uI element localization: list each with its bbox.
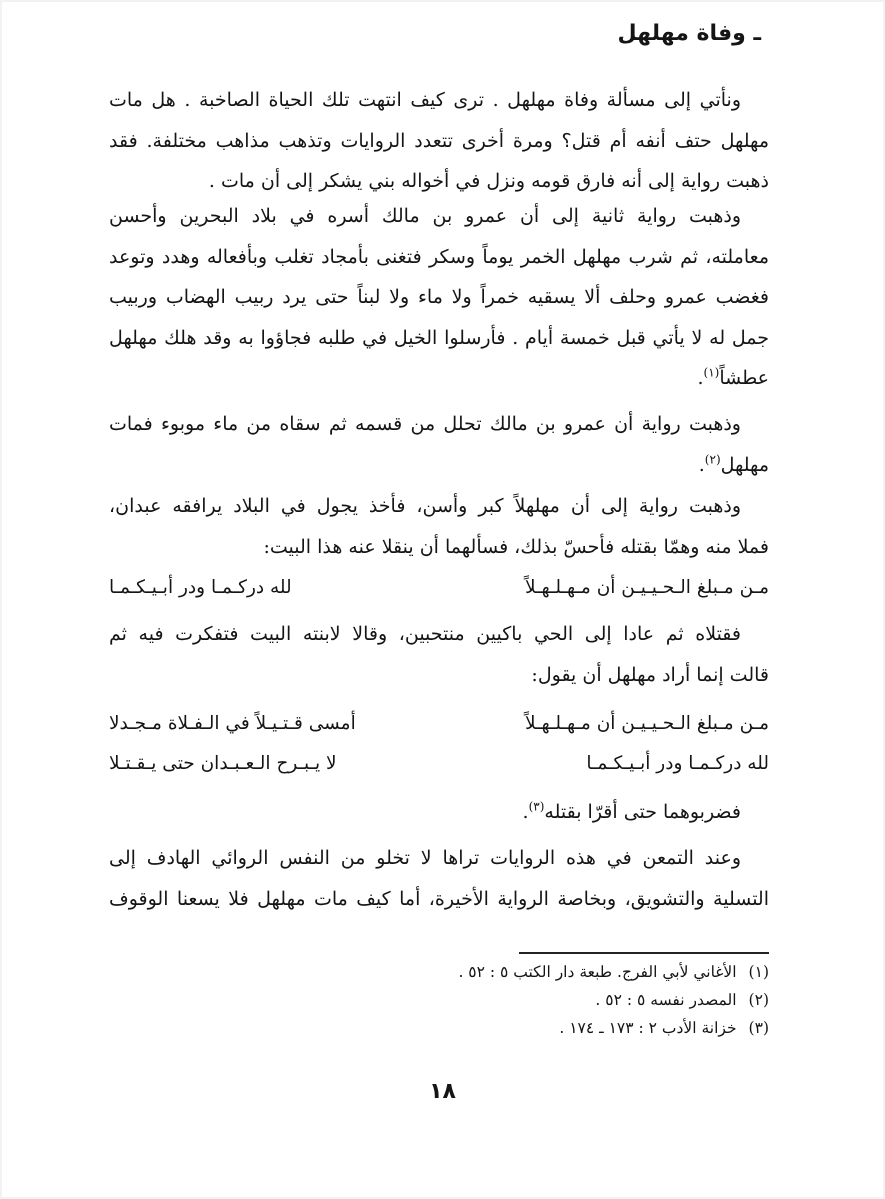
paragraph-1 [109,80,769,202]
paragraph-6 [109,792,769,833]
footnotes [109,958,769,1042]
paragraph-text: عطشاً [719,367,769,389]
verse-first-hemistich: مـن مـبلغ الـحـيـيـن أن مـهـلـهـلاً [525,577,769,598]
footnote-number: (٢) [748,991,769,1009]
poem-verse [109,704,769,744]
footnote-text: الأغاني لأبي الفرج. طبعة دار الكتب ٥ : ٥٢ . [458,963,737,981]
paragraph-line: ذهبت رواية إلى أنه فارق قومه ونزل في أخواله بني يشكر إلى أن مات . [208,170,769,192]
verse-second-hemistich: أمسى قـتـيـلاً في الـفـلاة مـجـدلا [109,713,356,734]
verse-second-hemistich: لا يـبـرح الـعـبـدان حتى يـقـتـلا [109,753,337,774]
paragraph-line: فقتلاه ثم عادا إلى الحي باكيين منتحبين، وقالا لابنته البيت فتفكرت فيه ثم [109,623,741,645]
paragraph-2 [109,196,769,399]
paragraph-line: وذهبت رواية أن عمرو بن مالك تحلل من قسمه ثم سقاه من ماء موبوء فمات [109,413,741,435]
poem-verse [109,744,769,784]
footnote-text: المصدر نفسه ٥ : ٥٢ . [595,991,737,1009]
paragraph-5 [109,614,769,695]
section-heading: ـ وفاة مهلهل [617,21,761,46]
page-number: ١٨ [429,1079,456,1104]
paragraph-line: التسلية والتشويق، وبخاصة الرواية الأخيرة، أما كيف مات مهلهل فلا يسعنا الوقوف [109,887,769,910]
footnote-ref: (١) [703,365,720,380]
footnote-number: (١) [748,963,769,981]
footnote [109,958,769,986]
paragraph-text: فضربوهما حتى أقرّا بقتله [544,801,741,823]
poem-verse [109,568,769,608]
footnote [109,986,769,1014]
paragraph-line: جمل له لا يأتي قبل خمسة أيام . فأرسلوا الخيل في طلبه فجاؤوا به وقد هلك مهلهل [109,326,769,349]
paragraph-line: قالت إنما أراد مهلهل أن يقول: [531,663,769,686]
footnote-text: خزانة الأدب ٢ : ١٧٣ ـ ١٧٤ . [559,1019,737,1037]
footnote-ref: (٢) [704,452,721,467]
paragraph-line: فغضب عمرو وحلف ألا يسقيه خمراً ولا ماء ولا لبناً حتى يرد ربيب الهضاب وربيب [109,286,769,308]
paragraph-7 [109,838,769,919]
footnote [109,1014,769,1042]
paragraph-line: معاملته، ثم شرب مهلهل الخمر يوماً وسكر فتغنى بأمجاد تغلب وبأفعاله وهدد وتوعد [109,245,769,268]
paragraph-line: ونأتي إلى مسألة وفاة مهلهل . ترى كيف انتهت تلك الحياة الصاخبة . هل مات [109,89,741,111]
verse-first-hemistich: لله دركـمـا ودر أبـيـكـمـا [586,753,769,774]
paragraph-line: مهلهل حتف أنفه أم قتل؟ ومرة أخرى تتعدد الروايات وتذهب مذاهب مختلفة. فقد [109,129,769,152]
footnote-ref: (٣) [528,799,545,814]
paragraph-text: مهلهل [720,453,769,476]
paragraph-line: فملا منه وهمّا بقتله فأحسّ بذلك، فسألهما أن ينقلا عنه هذا البيت: [263,535,769,558]
paragraph-4 [109,486,769,567]
footnote-number: (٣) [748,1019,769,1037]
verse-second-hemistich: لله دركـمـا ودر أبـيـكـمـا [109,577,292,598]
paragraph-line: وعند التمعن في هذه الروايات تراها لا تخلو من النفس الروائي الهادف إلى [109,847,741,869]
paragraph-line-with-footnote: عطشاً$^{(١)}$. [697,365,769,389]
paragraph-line: وذهبت رواية إلى أن مهلهلاً كبر وأسن، فأخذ يجول في البلاد يرافقه عبدان، [109,495,741,517]
verse-first-hemistich: مـن مـبلغ الـحـيـيـن أن مـهـلـهـلاً [525,713,769,734]
paragraph-3 [109,404,769,485]
paragraph-line: وذهبت رواية ثانية إلى أن عمرو بن مالك أسره في بلاد البحرين وأحسن [109,205,741,227]
paragraph-line-with-footnote: مهلهل$^{(٢)}$. [698,452,769,476]
footnote-separator [519,952,769,954]
paragraph-line-with-footnote: فضربوهما حتى أقرّا بقتله$^{(٣)}$. [522,799,741,823]
